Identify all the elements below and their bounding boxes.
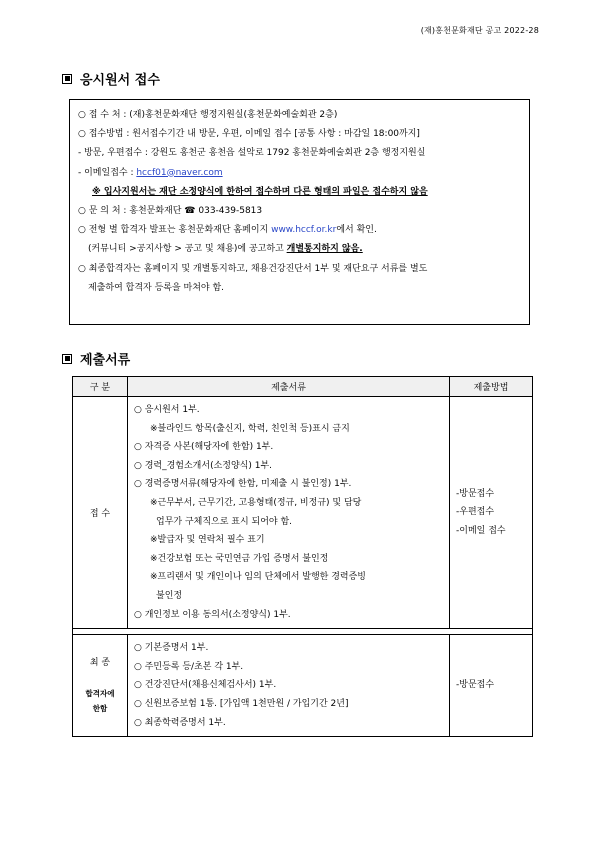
notice-number: (재)홍천문화재단 공고 2022-28 [420, 26, 539, 35]
category-reception: 접 수 [73, 397, 128, 629]
checkbox-square-icon [62, 74, 72, 84]
info-line-8: (커뮤니티 >공지사항 > 공고 및 채용)에 공고하고 개별통지하지 않음. [88, 244, 363, 255]
list-item: ○ 자격증 사본(해당자에 한함) 1부. [134, 442, 274, 453]
list-item: ○ 경력증명서류(해당자에 한함, 미제출 시 불인정) 1부. [134, 479, 352, 490]
category-final: 최 종 합격자에 한함 [73, 635, 128, 737]
table-header-row [73, 377, 533, 397]
list-item: ○ 신원보증보험 1통. [가입액 1천만원 / 가입기간 2년] [134, 698, 349, 709]
category-final-sub: 합격자에 한함 [85, 689, 115, 714]
method-item: -방문접수 [456, 680, 495, 691]
list-item: ○ 개인정보 이용 동의서(소정양식) 1부. [134, 609, 291, 620]
list-item: 불인정 [156, 590, 183, 601]
list-item: ※발급자 및 연락처 필수 표기 [150, 535, 265, 546]
method-item: -방문접수 [456, 488, 495, 499]
header-method: 제출방법 [450, 377, 533, 397]
table-row [73, 635, 533, 737]
no-individual-notice: 개별통지하지 않음. [286, 244, 363, 255]
final-methods [450, 635, 533, 737]
section-title-documents: 제출서류 [62, 349, 130, 368]
info-line-7: ○ 전형 별 합격자 발표는 홍천문화재단 홈페이지 www.hccf.or.kr에서 확인. [78, 225, 377, 236]
list-item: ※건강보험 또는 국민연금 가입 증명서 불인정 [150, 553, 329, 564]
reception-methods [450, 397, 533, 629]
email-link[interactable]: hccf01@naver.com [136, 167, 223, 178]
table-row [73, 397, 533, 629]
info-line-10: 제출하여 합격자 등록을 마쳐야 함. [88, 282, 225, 293]
list-item: 업무가 구체직으로 표시 되어야 함. [156, 516, 293, 527]
header-documents: 제출서류 [128, 377, 450, 397]
info-line-4: - 이메일접수 : hccf01@naver.com [78, 167, 223, 178]
section-title-application: 응시원서 접수 [62, 69, 160, 88]
list-item: ※블라인드 항목(출신지, 학력, 친인척 등)표시 금지 [150, 423, 350, 434]
method-item: -우편접수 [456, 507, 495, 518]
reception-items [128, 397, 450, 629]
method-item: -이메일 접수 [456, 525, 506, 536]
list-item: ○ 기본증명서 1부. [134, 643, 209, 654]
list-item: ○ 건강진단서(채용신체검사서) 1부. [134, 680, 277, 691]
list-item: ○ 경력_경험소개서(소정양식) 1부. [134, 460, 273, 471]
checkbox-square-icon [62, 354, 72, 364]
documents-table [72, 376, 533, 737]
list-item: ○ 최종학력증명서 1부. [134, 717, 226, 728]
homepage-link[interactable]: www.hccf.or.kr [271, 225, 337, 236]
header-category: 구 분 [73, 377, 128, 397]
info-line-6: ○ 문 의 처 : 홍천문화재단 ☎ 033-439-5813 [78, 205, 263, 216]
list-item: ○ 응시원서 1부. [134, 405, 200, 415]
final-items [128, 635, 450, 737]
list-item: ○ 주민등록 등/초본 각 1부. [134, 661, 244, 672]
info-line-2: ○ 접수방법 : 원서접수기간 내 방문, 우편, 이메일 접수 [공통 사항 : 마감일 18:00까지] [78, 129, 420, 140]
application-info-box [69, 99, 530, 325]
list-item: ※프리랜서 및 개인이나 임의 단체에서 발행한 경력증빙 [150, 572, 366, 583]
info-line-warning: ※ 입사지원서는 재단 소정양식에 한하여 접수하며 다른 형태의 파일은 접수하지 않음 [92, 186, 428, 197]
info-line-3: - 방문, 우편접수 : 강원도 홍천군 홍천읍 설악로 1792 홍천문화예술회관 2층 행정지원실 [78, 148, 426, 159]
info-line-9: ○ 최종합격자는 홈페이지 및 개별통지하고, 채용건강진단서 1부 및 재단요구 서류를 별도 [78, 263, 428, 274]
list-item: ※근무부서, 근무기간, 고용형태(정규, 비정규) 및 담당 [150, 497, 362, 508]
info-line-1: ○ 접 수 처 : (재)홍천문화재단 행정지원실(홍천문화예술회관 2층) [78, 110, 338, 120]
